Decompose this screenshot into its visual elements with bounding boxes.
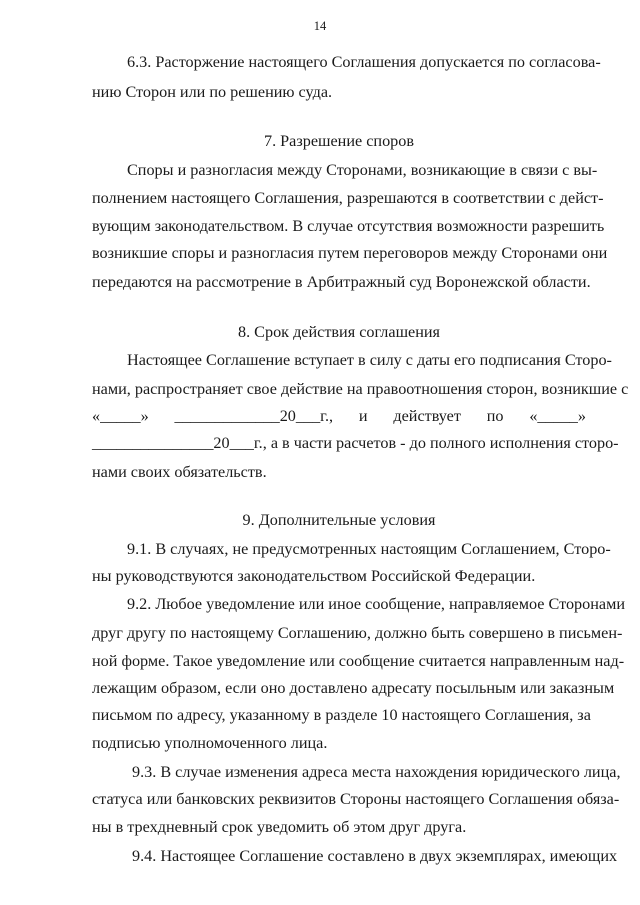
paragraph-line: нами своих обязательств. (92, 463, 267, 481)
paragraph-line: передаются на рассмотрение в Арбитражный суд Воронежской области. (92, 273, 591, 291)
paragraph-line: ной форме. Такое уведомление или сообщение считается направленным над- (92, 652, 625, 670)
date-fill-line: «_____» _____________20___г., и действует по «_____» (92, 407, 586, 425)
paragraph-line: ны в трехдневный срок уведомить об этом друг друга. (92, 818, 467, 836)
paragraph-line: полнением настоящего Соглашения, разрешаются в соответствии с дейст- (92, 189, 604, 207)
paragraph-line: статуса или банковских реквизитов Стороны настоящего Соглашения обяза- (92, 790, 620, 808)
paragraph-line: нию Сторон или по решению суда. (92, 83, 333, 101)
paragraph-line: ны руководствуются законодательством Российской Федерации. (92, 567, 536, 585)
paragraph-line: 9.1. В случаях, не предусмотренных настоящим Соглашением, Сторо- (127, 540, 611, 558)
paragraph-line: вующим законодательством. В случае отсутствия возможности разрешить (92, 217, 605, 235)
paragraph-line: Настоящее Соглашение вступает в силу с даты его подписания Сторо- (127, 351, 612, 369)
page-number: 14 (313, 19, 327, 33)
paragraph-line: возникшие споры и разногласия путем переговоров между Сторонами они (92, 244, 608, 262)
section-heading: 9. Дополнительные условия (242, 511, 436, 529)
paragraph-line: 6.3. Расторжение настоящего Соглашения допускается по согласова- (127, 53, 601, 71)
paragraph-line: 9.2. Любое уведомление или иное сообщение, направляемое Сторонами (127, 595, 625, 613)
section-heading: 7. Разрешение споров (263, 132, 415, 150)
paragraph-line: подписью уполномоченного лица. (92, 734, 328, 752)
paragraph-line: друг другу по настоящему Соглашению, должно быть совершено в письмен- (92, 624, 623, 642)
paragraph-line: письмом по адресу, указанному в разделе 10 настоящего Соглашения, за (92, 706, 591, 724)
paragraph-line: Споры и разногласия между Сторонами, возникающие в связи с вы- (127, 161, 598, 179)
paragraph-line: лежащим образом, если оно доставлено адресату посыльным или заказным (92, 679, 615, 697)
paragraph-line: 9.4. Настоящее Соглашение составлено в двух экземплярах, имеющих (132, 847, 618, 865)
paragraph-line: нами, распространяет свое действие на правоотношения сторон, возникшие с (92, 380, 629, 398)
date-fill-line: _______________20___г., а в части расчетов - до полного исполнения сторо- (92, 434, 619, 452)
paragraph-line: 9.3. В случае изменения адреса места нахождения юридического лица, (132, 763, 621, 781)
section-heading: 8. Срок действия соглашения (237, 323, 440, 341)
